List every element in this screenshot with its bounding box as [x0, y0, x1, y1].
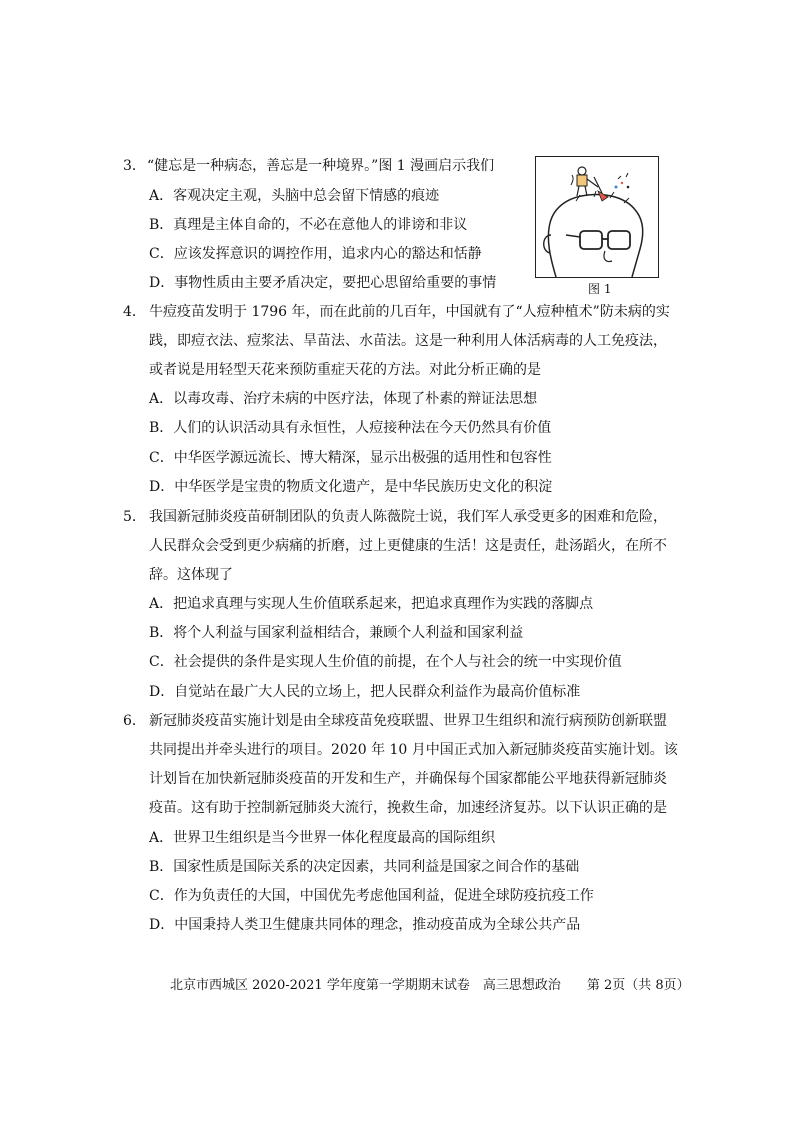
- question-5-option-a: A．把追求真理与实现人生价值联系起来，把追求真理作为实践的落脚点: [149, 596, 594, 612]
- question-6-option-b: B．国家性质是国际关系的决定因素，共同利益是国家之间合作的基础: [149, 859, 580, 875]
- question-5-option-d: D．自觉站在最广大人民的立场上，把人民群众利益作为最高价值标准: [149, 684, 581, 700]
- question-5-option-c: C．社会提供的条件是实现人生价值的前提，在个人与社会的统一中实现价值: [149, 654, 622, 670]
- figure-1-cartoon: [535, 156, 659, 278]
- question-3-option-a: A．客观决定主观，头脑中总会留下情感的痕迹: [149, 188, 440, 204]
- question-3-number: 3．: [123, 158, 146, 174]
- question-4-number: 4．: [123, 304, 146, 320]
- question-6-option-d: D．中国秉持人类卫生健康共同体的理念，推动疫苗成为全球公共产品: [149, 917, 581, 933]
- question-4-option-d: D．中华医学是宝贵的物质文化遗产，是中华民族历史文化的积淀: [149, 479, 553, 495]
- question-6-stem-line-2: 共同提出并牵头进行的项目。2020 年 10 月中国正式加入新冠肺炎疫苗实施计划。该: [149, 742, 678, 758]
- question-3-option-c: C．应该发挥意识的调控作用，追求内心的豁达和恬静: [149, 246, 482, 262]
- question-5-stem-line-3: 辞。这体现了: [149, 567, 233, 583]
- page-footer: 北京市西城区 2020-2021 学年度第一学期期末试卷 高三思想政治 第 2页（共 8页）: [170, 978, 690, 993]
- question-3-option-d: D．事物性质由主要矛盾决定，要把心思留给重要的事情: [149, 275, 497, 291]
- question-6-option-c: C．作为负责任的大国，中国优先考虑他国利益，促进全球防疫抗疫工作: [149, 888, 594, 904]
- question-4-stem-line-3: 或者说是用轻型天花来预防重症天花的方法。对此分析正确的是: [149, 362, 541, 378]
- question-3-option-b: B．真理是主体自命的，不必在意他人的诽谤和非议: [149, 217, 468, 233]
- question-5-option-b: B．将个人利益与国家利益相结合，兼顾个人利益和国家利益: [149, 625, 524, 641]
- question-5-stem-line-1: 我国新冠肺炎疫苗研制团队的负责人陈薇院士说，我们军人承受更多的困难和危险，: [149, 509, 667, 525]
- question-3-stem: “健忘是一种病态，善忘是一种境界。”图 1 漫画启示我们: [147, 158, 495, 174]
- figure-1-caption: 图 1: [588, 282, 612, 296]
- question-6-option-a: A．世界卫生组织是当今世界一体化程度最高的国际组织: [149, 830, 496, 846]
- question-4-option-b: B．人们的认识活动具有永恒性，人痘接种法在今天仍然具有价值: [149, 420, 552, 436]
- cartoon-illustration: [536, 157, 658, 277]
- question-6-number: 6．: [123, 713, 146, 729]
- question-4-stem-line-2: 践，即痘衣法、痘浆法、旱苗法、水苗法。这是一种利用人体活病毒的人工免疫法，: [149, 333, 667, 349]
- question-6-stem-line-3: 计划旨在加快新冠肺炎疫苗的开发和生产，并确保每个国家都能公平地获得新冠肺炎: [149, 771, 667, 787]
- question-5-number: 5．: [123, 509, 146, 525]
- question-6-stem-line-1: 新冠肺炎疫苗实施计划是由全球疫苗免疫联盟、世界卫生组织和流行病预防创新联盟: [149, 713, 667, 729]
- question-4-option-a: A．以毒攻毒、治疗未病的中医疗法，体现了朴素的辩证法思想: [149, 391, 538, 407]
- question-4-option-c: C．中华医学源远流长、博大精深，显示出极强的适用性和包容性: [149, 450, 552, 466]
- question-6-stem-line-4: 疫苗。这有助于控制新冠肺炎大流行，挽救生命，加速经济复苏。以下认识正确的是: [149, 800, 667, 816]
- question-4-stem-line-1: 牛痘疫苗发明于 1796 年，而在此前的几百年，中国就有了“人痘种植术”防未病的实: [149, 304, 670, 320]
- question-5-stem-line-2: 人民群众会受到更少病痛的折磨，过上更健康的生活！这是责任，赴汤蹈火，在所不: [149, 538, 667, 554]
